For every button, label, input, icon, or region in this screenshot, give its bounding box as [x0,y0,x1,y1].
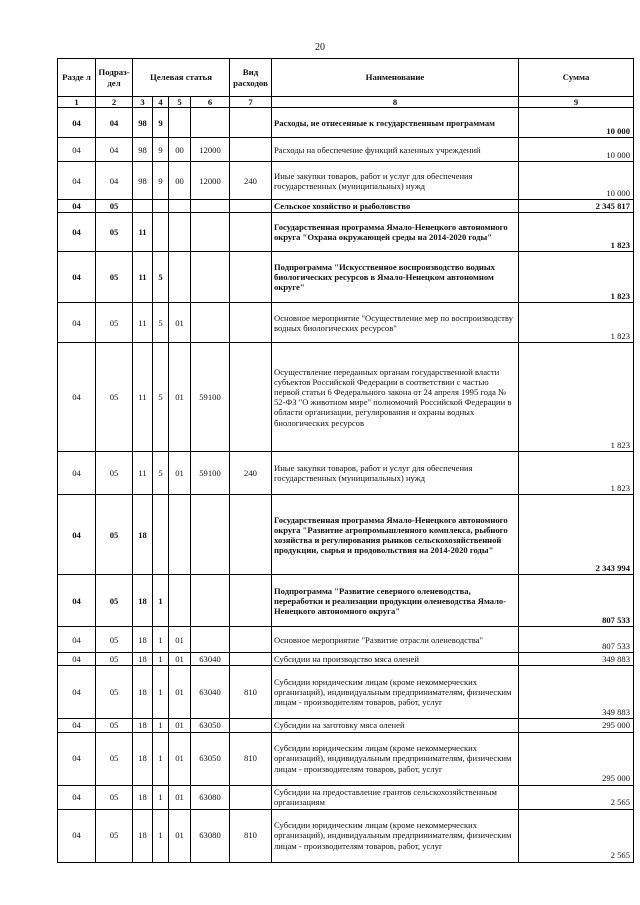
budget-table [57,58,634,863]
celevaya-cell-1: 98 [133,108,153,138]
page-number: 20 [315,42,325,53]
summa-cell: 1 823 [519,343,634,452]
vid-rashodov-cell [230,213,272,252]
celevaya-cell-3 [169,213,191,252]
vid-rashodov-cell [230,785,272,809]
summa-cell: 295 000 [519,732,634,785]
celevaya-cell-2: 5 [153,303,169,343]
vid-rashodov-cell [230,303,272,343]
celevaya-cell-3: 01 [169,653,191,666]
celevaya-cell-4 [191,200,230,213]
column-number: 2 [96,97,133,108]
vid-rashodov-cell [230,627,272,653]
vid-rashodov-cell [230,719,272,732]
podrazdel-cell: 05 [96,252,133,303]
table-row [58,303,634,343]
celevaya-cell-2: 1 [153,627,169,653]
naimenovanie-cell: Субсидии юридическим лицам (кроме некоммерческих организаций), индивидуальным предпринимателям, физическим лицам - производителям товаров, работ, услуг [272,666,519,719]
header-vid-rashodov: Вид расходов [230,59,272,97]
table-row [58,719,634,732]
celevaya-cell-1: 11 [133,213,153,252]
vid-rashodov-cell [230,495,272,575]
column-number: 1 [58,97,96,108]
celevaya-cell-2 [153,213,169,252]
naimenovanie-cell: Расходы, не отнесенные к государственным программам [272,108,519,138]
naimenovanie-cell: Сельское хозяйство и рыболовство [272,200,519,213]
celevaya-cell-2: 9 [153,162,169,200]
razdel-cell: 04 [58,452,96,495]
summa-cell: 10 000 [519,108,634,138]
razdel-cell: 04 [58,138,96,162]
celevaya-cell-4: 63040 [191,666,230,719]
celevaya-cell-3 [169,252,191,303]
razdel-cell: 04 [58,719,96,732]
celevaya-cell-1: 11 [133,303,153,343]
vid-rashodov-cell [230,575,272,627]
celevaya-cell-4: 63050 [191,719,230,732]
podrazdel-cell: 05 [96,303,133,343]
table-body [58,108,634,862]
celevaya-cell-1: 18 [133,719,153,732]
celevaya-cell-3 [169,200,191,213]
summa-cell: 1 823 [519,252,634,303]
column-number: 8 [272,97,519,108]
table-row [58,732,634,785]
celevaya-cell-4: 63040 [191,653,230,666]
table-row [58,452,634,495]
razdel-cell: 04 [58,162,96,200]
summa-cell: 349 883 [519,653,634,666]
summa-cell: 2 343 994 [519,495,634,575]
celevaya-cell-1: 98 [133,138,153,162]
celevaya-cell-1: 11 [133,252,153,303]
celevaya-cell-3: 01 [169,343,191,452]
column-number: 7 [230,97,272,108]
celevaya-cell-4 [191,575,230,627]
vid-rashodov-cell: 810 [230,666,272,719]
naimenovanie-cell: Субсидии юридическим лицам (кроме некоммерческих организаций), индивидуальным предпринимателям, физическим лицам - производителям товаров, работ, услуг [272,732,519,785]
column-number: 6 [191,97,230,108]
celevaya-cell-2: 1 [153,575,169,627]
podrazdel-cell: 05 [96,495,133,575]
table-row [58,653,634,666]
celevaya-cell-2: 5 [153,343,169,452]
naimenovanie-cell: Субсидии на предоставление грантов сельскохозяйственным организациям [272,785,519,809]
table-row [58,666,634,719]
celevaya-cell-2 [153,495,169,575]
table-row [58,343,634,452]
celevaya-cell-3: 01 [169,452,191,495]
podrazdel-cell: 05 [96,666,133,719]
naimenovanie-cell: Иные закупки товаров, работ и услуг для обеспечения государственных (муниципальных) нужд [272,162,519,200]
celevaya-cell-1 [133,200,153,213]
podrazdel-cell: 05 [96,653,133,666]
summa-cell: 1 823 [519,452,634,495]
table-row [58,627,634,653]
celevaya-cell-4: 63050 [191,732,230,785]
celevaya-cell-1: 18 [133,809,153,862]
podrazdel-cell: 05 [96,452,133,495]
summa-cell: 1 823 [519,213,634,252]
celevaya-cell-1: 18 [133,495,153,575]
podrazdel-cell: 05 [96,732,133,785]
summa-cell: 2 565 [519,785,634,809]
summa-cell: 295 000 [519,719,634,732]
celevaya-cell-3: 01 [169,785,191,809]
naimenovanie-cell: Основное мероприятие "Развитие отрасли оленеводства" [272,627,519,653]
table-row [58,252,634,303]
celevaya-cell-2: 5 [153,252,169,303]
naimenovanie-cell: Подпрограмма "Развитие северного оленеводства, переработки и реализации продукции оленеводства Ямало-Ненецкого автономного округа" [272,575,519,627]
column-number-row [58,97,634,108]
naimenovanie-cell: Субсидии на заготовку мяса оленей [272,719,519,732]
celevaya-cell-2: 1 [153,666,169,719]
celevaya-cell-2: 1 [153,719,169,732]
razdel-cell: 04 [58,495,96,575]
naimenovanie-cell: Иные закупки товаров, работ и услуг для обеспечения государственных (муниципальных) нужд [272,452,519,495]
podrazdel-cell: 05 [96,575,133,627]
column-number: 9 [519,97,634,108]
razdel-cell: 04 [58,575,96,627]
razdel-cell: 04 [58,213,96,252]
celevaya-cell-4: 63080 [191,809,230,862]
naimenovanie-cell: Расходы на обеспечение функций казенных учреждений [272,138,519,162]
celevaya-cell-1: 18 [133,732,153,785]
celevaya-cell-3: 01 [169,732,191,785]
column-number: 3 [133,97,153,108]
celevaya-cell-2: 9 [153,138,169,162]
razdel-cell: 04 [58,732,96,785]
naimenovanie-cell: Субсидии на производство мяса оленей [272,653,519,666]
celevaya-cell-3: 01 [169,719,191,732]
table-row [58,809,634,862]
celevaya-cell-1: 18 [133,575,153,627]
celevaya-cell-2: 5 [153,452,169,495]
naimenovanie-cell: Основное мероприятие "Осуществление мер по воспроизводству водных биологических ресурсов" [272,303,519,343]
vid-rashodov-cell: 810 [230,732,272,785]
podrazdel-cell: 05 [96,719,133,732]
vid-rashodov-cell [230,653,272,666]
podrazdel-cell: 05 [96,200,133,213]
table-row [58,108,634,138]
razdel-cell: 04 [58,108,96,138]
podrazdel-cell: 05 [96,809,133,862]
celevaya-cell-4 [191,303,230,343]
naimenovanie-cell: Осуществление переданных органам государственной власти субъектов Российской Федерации в соответствии с частью первой статьи 6 Федерального закона от 24 апреля 1995 года № 52-ФЗ "О животном мире" полномочий Российской Федерации в области организации, регулирования и охраны водных биологических ресурсов [272,343,519,452]
table-row [58,575,634,627]
summa-cell: 10 000 [519,162,634,200]
razdel-cell: 04 [58,303,96,343]
razdel-cell: 04 [58,200,96,213]
celevaya-cell-1: 18 [133,627,153,653]
celevaya-cell-3 [169,108,191,138]
celevaya-cell-2: 1 [153,809,169,862]
column-number: 4 [153,97,169,108]
celevaya-cell-4: 59100 [191,452,230,495]
celevaya-cell-1: 11 [133,343,153,452]
summa-cell: 2 345 817 [519,200,634,213]
vid-rashodov-cell [230,343,272,452]
table-row [58,162,634,200]
celevaya-cell-1: 98 [133,162,153,200]
vid-rashodov-cell: 810 [230,809,272,862]
table-row [58,200,634,213]
celevaya-cell-3 [169,495,191,575]
column-number: 5 [169,97,191,108]
razdel-cell: 04 [58,785,96,809]
celevaya-cell-4: 12000 [191,162,230,200]
summa-cell: 349 883 [519,666,634,719]
razdel-cell: 04 [58,809,96,862]
vid-rashodov-cell [230,138,272,162]
celevaya-cell-4: 59100 [191,343,230,452]
razdel-cell: 04 [58,666,96,719]
naimenovanie-cell: Государственная программа Ямало-Ненецкого автономного округа "Охрана окружающей среды на 2014-2020 годы" [272,213,519,252]
podrazdel-cell: 04 [96,162,133,200]
celevaya-cell-4: 63080 [191,785,230,809]
table-row [58,138,634,162]
celevaya-cell-2: 1 [153,732,169,785]
celevaya-cell-3: 01 [169,809,191,862]
celevaya-cell-2 [153,200,169,213]
podrazdel-cell: 05 [96,785,133,809]
celevaya-cell-3: 01 [169,303,191,343]
celevaya-cell-4 [191,627,230,653]
naimenovanie-cell: Подпрограмма "Искусственное воспроизводство водных биологических ресурсов в Ямало-Ненецком автономном округе" [272,252,519,303]
celevaya-cell-4 [191,108,230,138]
naimenovanie-cell: Государственная программа Ямало-Ненецкого автономного округа "Развитие агропромышленного комплекса, рыбного хозяйства и регулирования рынков сельскохозяйственной продукции, сырья и продовольствия на 2014-2020 годы" [272,495,519,575]
summa-cell: 1 823 [519,303,634,343]
razdel-cell: 04 [58,653,96,666]
vid-rashodov-cell: 240 [230,452,272,495]
table-row [58,495,634,575]
header-naimenovanie: Наименование [272,59,519,97]
table-row [58,785,634,809]
celevaya-cell-4: 12000 [191,138,230,162]
razdel-cell: 04 [58,343,96,452]
header-summa: Сумма [519,59,634,97]
summa-cell: 10 000 [519,138,634,162]
podrazdel-cell: 05 [96,343,133,452]
celevaya-cell-1: 18 [133,653,153,666]
summa-cell: 807 533 [519,627,634,653]
vid-rashodov-cell [230,200,272,213]
celevaya-cell-3 [169,575,191,627]
celevaya-cell-1: 18 [133,666,153,719]
podrazdel-cell: 04 [96,108,133,138]
celevaya-cell-4 [191,252,230,303]
razdel-cell: 04 [58,627,96,653]
summa-cell: 2 565 [519,809,634,862]
celevaya-cell-2: 9 [153,108,169,138]
celevaya-cell-3: 00 [169,162,191,200]
vid-rashodov-cell [230,108,272,138]
naimenovanie-cell: Субсидии юридическим лицам (кроме некоммерческих организаций), индивидуальным предпринимателям, физическим лицам - производителям товаров, работ, услуг [272,809,519,862]
header-podrazdel: Подраз- дел [96,59,133,97]
celevaya-cell-1: 11 [133,452,153,495]
razdel-cell: 04 [58,252,96,303]
podrazdel-cell: 05 [96,213,133,252]
celevaya-cell-2: 1 [153,653,169,666]
podrazdel-cell: 05 [96,627,133,653]
celevaya-cell-1: 18 [133,785,153,809]
celevaya-cell-4 [191,495,230,575]
podrazdel-cell: 04 [96,138,133,162]
table-row [58,213,634,252]
celevaya-cell-3: 01 [169,627,191,653]
celevaya-cell-4 [191,213,230,252]
summa-cell: 807 533 [519,575,634,627]
vid-rashodov-cell: 240 [230,162,272,200]
header-celevaya-statya: Целевая статья [133,59,230,97]
celevaya-cell-3: 01 [169,666,191,719]
celevaya-cell-2: 1 [153,785,169,809]
vid-rashodov-cell [230,252,272,303]
celevaya-cell-3: 00 [169,138,191,162]
header-razdel: Разде л [58,59,96,97]
